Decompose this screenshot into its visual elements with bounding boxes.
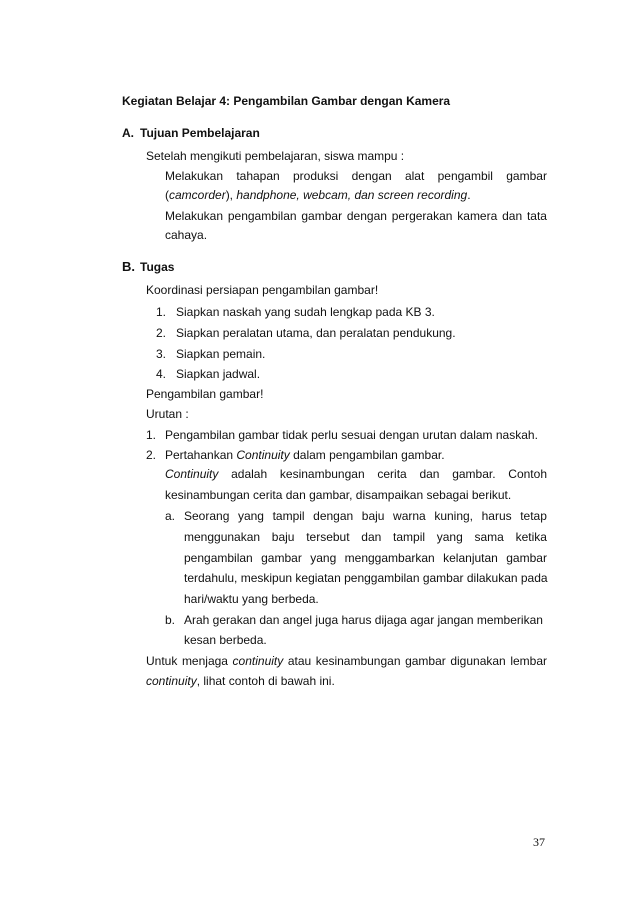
word: gambar xyxy=(506,551,547,565)
word: dengan xyxy=(346,209,387,223)
list-item: Siapkan jadwal. xyxy=(176,367,261,381)
word: dan xyxy=(419,467,440,481)
word: kesinambungan xyxy=(315,654,401,668)
list-number: 2. xyxy=(156,326,167,340)
sub-item-a-line-5: hari/waktu yang berbeda. xyxy=(184,592,319,606)
word: dengan xyxy=(351,169,392,183)
word: tetap xyxy=(520,509,547,523)
word: pengambilan xyxy=(227,209,297,223)
text-italic: continuity xyxy=(146,674,197,688)
closing-line-1 xyxy=(146,654,547,669)
text-italic: handphone, webcam, dan screen recording xyxy=(236,188,468,202)
word: sama xyxy=(474,530,504,544)
chapter-title: Kegiatan Belajar 4: Pengambilan Gambar dengan Kamera xyxy=(122,94,451,108)
word-italic: Continuity xyxy=(165,467,219,481)
section-a-intro: Setelah mengikuti pembelajaran, siswa mampu : xyxy=(146,149,405,163)
word: gambar xyxy=(301,209,343,223)
continuity-line-2: kesinambungan cerita dan gambar, disampaikan sebagai berikut. xyxy=(165,488,512,502)
word: adalah xyxy=(231,467,268,481)
list-number: 4. xyxy=(156,367,167,381)
word: Melakukan xyxy=(165,209,224,223)
step-text: Pengambilan gambar tidak perlu sesuai dengan urutan dalam naskah. xyxy=(165,428,538,442)
word: baju xyxy=(361,509,385,523)
list-item: Siapkan peralatan utama, dan peralatan pendukung. xyxy=(176,326,456,340)
section-b-heading: Tugas xyxy=(140,260,175,274)
word: menggunakan xyxy=(184,530,261,544)
word: kelanjutan xyxy=(443,551,498,565)
word-italic: continuity xyxy=(232,654,284,668)
objective-2-line-2: cahaya. xyxy=(165,228,208,242)
text: ), xyxy=(225,188,237,202)
word: digunakan xyxy=(450,654,506,668)
objective-1-line-2 xyxy=(165,188,471,203)
text: . xyxy=(467,188,471,202)
text: ( xyxy=(165,188,169,202)
text: Pertahankan xyxy=(165,448,237,462)
word: gambar xyxy=(506,169,547,183)
section-a-heading: Tujuan Pembelajaran xyxy=(140,126,260,140)
word: menjaga xyxy=(181,654,228,668)
word: yang xyxy=(310,551,337,565)
objective-1-line-1 xyxy=(165,169,547,184)
sub-item-a-line-1 xyxy=(184,509,547,524)
word: Seorang xyxy=(184,509,230,523)
word: Contoh xyxy=(508,467,547,481)
word: tersebut xyxy=(306,530,350,544)
text-italic: camcorder xyxy=(169,188,226,202)
word: yang xyxy=(237,509,264,523)
text-italic: Continuity xyxy=(236,448,290,462)
word: lembar xyxy=(510,654,547,668)
word: produksi xyxy=(292,169,339,183)
section-a-letter: A. xyxy=(122,126,134,140)
word: pergerakan xyxy=(391,209,453,223)
closing-line-2 xyxy=(146,674,335,689)
word: tahapan xyxy=(236,169,280,183)
sub-item-a-line-3 xyxy=(184,551,547,566)
word: harus xyxy=(481,509,512,523)
sub-item-b-line-1: Arah gerakan dan angel juga harus dijaga agar jangan memberikan xyxy=(184,613,543,627)
step-text xyxy=(165,448,445,463)
sub-item-letter: a. xyxy=(165,509,176,523)
list-number: 1. xyxy=(156,305,167,319)
word: atau xyxy=(287,654,312,668)
word: yang xyxy=(436,530,463,544)
sub-item-letter: b. xyxy=(165,613,176,627)
word: menggambarkan xyxy=(344,551,435,565)
sub-item-a-line-2 xyxy=(184,530,547,545)
word: warna xyxy=(393,509,426,523)
list-number: 3. xyxy=(156,347,167,361)
word: cerita xyxy=(377,467,407,481)
list-item: Siapkan naskah yang sudah lengkap pada KB 3. xyxy=(176,305,435,319)
word: gambar xyxy=(261,551,302,565)
step-number: 1. xyxy=(146,428,157,442)
step-number: 2. xyxy=(146,448,157,462)
word: tata xyxy=(526,209,547,223)
sub-item-a-line-4: terdahulu, meskipun kegiatan penggambilan gambar dilakukan pada xyxy=(184,571,548,585)
word: baju xyxy=(271,530,295,544)
text: dalam pengambilan gambar. xyxy=(289,448,445,462)
word: tampil xyxy=(393,530,426,544)
section-b-intro: Koordinasi persiapan pengambilan gambar! xyxy=(146,283,379,297)
page-number: 37 xyxy=(533,835,545,849)
word: dengan xyxy=(313,509,354,523)
word: Untuk xyxy=(146,654,178,668)
word: ketika xyxy=(515,530,547,544)
word: gambar. xyxy=(452,467,496,481)
word: alat xyxy=(404,169,425,183)
word: gambar xyxy=(405,654,446,668)
word: dan xyxy=(361,530,382,544)
word: kamera xyxy=(457,209,498,223)
text: , lihat contoh di bawah ini. xyxy=(196,674,335,688)
word: Melakukan xyxy=(165,169,224,183)
word: dan xyxy=(502,209,523,223)
word: kuning, xyxy=(434,509,474,523)
objective-2-line-1 xyxy=(165,209,547,224)
sub-item-b-line-2: kesan berbeda. xyxy=(184,633,267,647)
word: kesinambungan xyxy=(279,467,365,481)
continuity-line-1 xyxy=(165,467,547,482)
word: pengambilan xyxy=(184,551,253,565)
list-item: Siapkan pemain. xyxy=(176,347,266,361)
section-b-letter: B. xyxy=(122,259,135,274)
word: pengambil xyxy=(437,169,493,183)
urutan-label: Urutan : xyxy=(146,407,189,421)
section-b-intro-2: Pengambilan gambar! xyxy=(146,387,264,401)
word: tampil xyxy=(272,509,305,523)
